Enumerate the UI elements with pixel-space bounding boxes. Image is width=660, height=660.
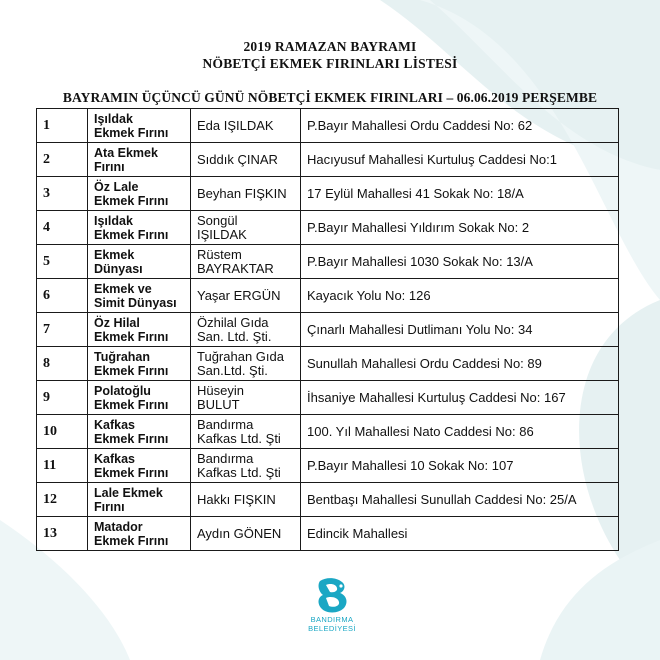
title-line-1: 2019 RAMAZAN BAYRAMI [243,39,417,54]
bakery-owner-line: Aydın GÖNEN [197,525,282,541]
row-number: 8 [37,347,88,381]
bakery-name-line: Ekmek Fırını [94,227,169,242]
logo-text-line-1: BANDIRMA [310,615,354,624]
bakery-name-line: Dünyası [94,261,143,276]
table-row [37,415,619,449]
bakery-name-line: Ekmek ve [94,281,152,296]
bakery-owner-line: Hakkı FIŞKIN [197,491,276,507]
table-row [37,381,619,415]
bakery-name-line: Ata Ekmek [94,145,158,160]
bakery-owner-line: Songül [197,212,238,228]
bakery-owner [191,177,301,211]
table-row [37,517,619,551]
bakery-owner-line: Özhilal Gıda [197,314,269,330]
bakery-name-line: Ekmek [94,247,135,262]
bakery-owner [191,483,301,517]
row-number: 7 [37,313,88,347]
table-row [37,449,619,483]
bandirma-belediyesi-logo [296,575,368,647]
row-number: 6 [37,279,88,313]
bakery-address: Hacıyusuf Mahallesi Kurtuluş Caddesi No:1 [301,143,619,177]
bakery-owner [191,415,301,449]
bakery-owner [191,449,301,483]
bakery-name [88,483,191,517]
bakery-owner [191,245,301,279]
bakery-name-line: Ekmek Fırını [94,431,169,446]
bakery-name-line: Fırını [94,499,125,514]
row-number: 11 [37,449,88,483]
table-row [37,347,619,381]
bakery-name-line: Kafkas [94,451,135,466]
bakery-name-line: Lale Ekmek [94,485,163,500]
table-row [37,279,619,313]
bakery-name-line: Ekmek Fırını [94,329,169,344]
logo-text-line-2: BELEDİYESİ [308,624,356,633]
bakery-address: Bentbaşı Mahallesi Sunullah Caddesi No: 25/A [301,483,619,517]
bakery-owner-line: BULUT [197,396,240,412]
bakery-name [88,517,191,551]
bakery-owner [191,109,301,143]
bakery-name-line: Tuğrahan [94,349,151,364]
table-row [37,109,619,143]
bakery-owner [191,279,301,313]
bakery-address: P.Bayır Mahallesi 10 Sokak No: 107 [301,449,619,483]
bakery-name-line: Öz Hilal [94,315,140,330]
bakery-owner-line: Kafkas Ltd. Şti [197,430,281,446]
bakery-address: 17 Eylül Mahallesi 41 Sokak No: 18/A [301,177,619,211]
bakery-name-line: Işıldak [94,213,133,228]
row-number: 9 [37,381,88,415]
bakery-address: P.Bayır Mahallesi Ordu Caddesi No: 62 [301,109,619,143]
row-number: 3 [37,177,88,211]
bakery-owner [191,211,301,245]
bakery-owner-line: Rüstem [197,246,242,262]
bakery-owner [191,517,301,551]
bakery-name [88,449,191,483]
bakery-owner-line: BAYRAKTAR [197,260,274,276]
list-subtitle: BAYRAMIN ÜÇÜNCÜ GÜNÜ NÖBETÇİ EKMEK FIRINLARI – 06.06.2019 PERŞEMBE [62,90,598,105]
table-row [37,245,619,279]
bakery-owner-line: Bandırma [197,450,254,466]
bakery-address: Kayacık Yolu No: 126 [301,279,619,313]
bakery-address: Edincik Mahallesi [301,517,619,551]
table-row [37,143,619,177]
bakery-owner-line: Beyhan FIŞKIN [197,185,287,201]
bakery-name-line: Simit Dünyası [94,295,177,310]
bakery-owner-line: San. Ltd. Şti. [197,328,272,344]
title-line-2: NÖBETÇİ EKMEK FIRINLARI LİSTESİ [202,56,458,71]
table-row [37,313,619,347]
bakery-name [88,245,191,279]
row-number: 13 [37,517,88,551]
bakery-address: İhsaniye Mahallesi Kurtuluş Caddesi No: 167 [301,381,619,415]
bakery-owner-line: Eda IŞILDAK [197,117,274,133]
bakery-name-line: Kafkas [94,417,135,432]
bakery-name-line: Fırını [94,159,125,174]
bakery-name [88,313,191,347]
bakery-name-line: Işıldak [94,111,133,126]
bakery-name-line: Matador [94,519,143,534]
bakery-address: 100. Yıl Mahallesi Nato Caddesi No: 86 [301,415,619,449]
bakery-name-line: Ekmek Fırını [94,193,169,208]
bakery-name-line: Ekmek Fırını [94,397,169,412]
row-number: 4 [37,211,88,245]
bakery-address: P.Bayır Mahallesi 1030 Sokak No: 13/A [301,245,619,279]
bakery-name-line: Polatoğlu [94,383,151,398]
bakery-owner-line: Hüseyin [197,382,244,398]
bakery-owner [191,347,301,381]
bakery-address: Sunullah Mahallesi Ordu Caddesi No: 89 [301,347,619,381]
bakery-name-line: Ekmek Fırını [94,363,169,378]
bakery-name [88,279,191,313]
bakery-name [88,415,191,449]
table-row [37,483,619,517]
bakery-table [36,108,619,551]
bakery-owner-line: IŞILDAK [197,226,247,242]
bakery-name [88,347,191,381]
bakery-owner [191,381,301,415]
row-number: 1 [37,109,88,143]
title-block [0,38,660,72]
bakery-name [88,143,191,177]
bakery-owner-line: Kafkas Ltd. Şti [197,464,281,480]
row-number: 10 [37,415,88,449]
bakery-name-line: Ekmek Fırını [94,533,169,548]
bandirma-belediyesi-logo-icon [312,575,352,615]
bakery-name [88,381,191,415]
bakery-owner-line: Yaşar ERGÜN [197,287,281,303]
row-number: 2 [37,143,88,177]
bakery-name-line: Ekmek Fırını [94,465,169,480]
row-number: 12 [37,483,88,517]
bakery-owner-line: Bandırma [197,416,254,432]
bakery-owner-line: Sıddık ÇINAR [197,151,278,167]
bakery-name-line: Öz Lale [94,179,139,194]
bakery-name [88,109,191,143]
table-row [37,211,619,245]
bakery-address: Çınarlı Mahallesi Dutlimanı Yolu No: 34 [301,313,619,347]
bakery-owner [191,313,301,347]
table-row [37,177,619,211]
bakery-owner [191,143,301,177]
bakery-name [88,211,191,245]
bakery-owner-line: Tuğrahan Gıda [197,348,284,364]
bakery-address: P.Bayır Mahallesi Yıldırım Sokak No: 2 [301,211,619,245]
bakery-name-line: Ekmek Fırını [94,125,169,140]
bakery-owner-line: San.Ltd. Şti. [197,362,268,378]
row-number: 5 [37,245,88,279]
bakery-name [88,177,191,211]
